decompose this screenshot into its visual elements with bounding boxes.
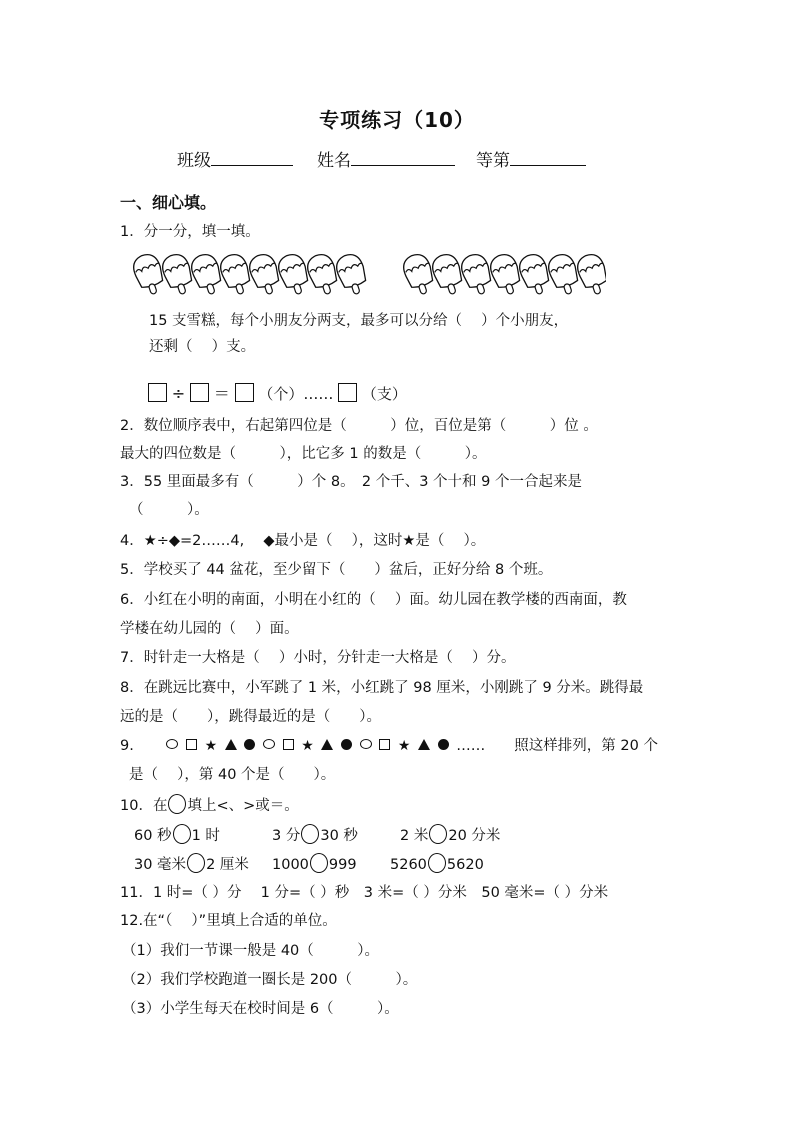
- q4-line: 4．★÷◆=2……4, ◆最小是（ ），这时★是（ ）。: [120, 533, 486, 549]
- q10-row2-item: 30 毫米 2 厘米: [134, 853, 249, 875]
- answer-box[interactable]: [190, 383, 209, 402]
- q10-title: [120, 794, 299, 816]
- q1-title: 1．分一分，填一填。: [120, 224, 260, 240]
- q12-title: 12.在“（ ）”里填上合适的单位。: [120, 913, 337, 929]
- ice-cream-icon: [574, 251, 606, 297]
- compare-circle-icon[interactable]: [429, 824, 447, 844]
- compare-circle-icon[interactable]: [173, 824, 191, 844]
- q9-tail: …… 照这样排列，第 20 个: [456, 738, 658, 754]
- q10-row2-item: 5260 5620: [390, 853, 484, 875]
- q10-prefix: 10．在: [120, 798, 168, 814]
- ice-cream-icon: [304, 251, 341, 297]
- circle-shape-icon: [263, 739, 275, 749]
- compare-circle-icon[interactable]: [310, 853, 328, 873]
- class-blank[interactable]: [211, 149, 293, 166]
- circle-shape-icon: [166, 739, 178, 749]
- q12-item-1: （1）我们一节课一般是 40（ ）。: [122, 943, 380, 959]
- q10-row1-item: 60 秒 1 时: [134, 824, 220, 846]
- q2-line1: 2．数位顺序表中，右起第四位是（ ）位，百位是第（ ）位 。: [120, 418, 598, 434]
- ice-cream-icon: [130, 251, 167, 297]
- q5-line: 5．学校买了 44 盆花，至少留下（ ）盆后，正好分给 8 个班。: [120, 562, 553, 578]
- q9-line1: [120, 736, 658, 756]
- compare-circle-icon: [168, 794, 186, 814]
- square-shape-icon: [283, 739, 294, 750]
- q7-line: 7．时针走一大格是（ ）小时，分针走一大格是（ ）分。: [120, 650, 516, 666]
- shape-sequence: [166, 738, 456, 754]
- filled-circle-icon: [244, 739, 255, 750]
- answer-box[interactable]: [235, 383, 254, 402]
- ice-cream-illustration: [126, 248, 606, 300]
- ice-cream-icon: [333, 251, 370, 297]
- q8-line1: 8．在跳远比赛中，小军跳了 1 米，小红跳了 98 厘米，小刚跳了 9 分米。跳得最: [120, 680, 644, 696]
- class-label: 班级: [177, 151, 211, 171]
- q10-row1-item: 2 米 20 分米: [400, 824, 500, 846]
- equals-sign: ＝: [213, 384, 230, 403]
- ice-cream-icon: [429, 251, 466, 297]
- q1-equation: [148, 381, 407, 404]
- ice-cream-icon: [159, 251, 196, 297]
- grade-blank[interactable]: [510, 149, 586, 166]
- section-heading: 一、细心填。: [120, 193, 217, 212]
- compare-circle-icon[interactable]: [187, 853, 205, 873]
- star-shape-icon: ★: [301, 738, 314, 754]
- q10-row1-item: 3 分 30 秒: [272, 824, 358, 846]
- name-blank[interactable]: [351, 149, 455, 166]
- class-field[interactable]: [177, 146, 293, 171]
- ice-cream-icon: [217, 251, 254, 297]
- q3-line2: （ ）。: [129, 502, 209, 518]
- q11-line: 11．1 时=（ ）分 1 分=（ ）秒 3 米=（ ）分米 50 毫米=（ ）分米: [120, 885, 609, 901]
- q1-line1: 15 支雪糕，每个小朋友分两支，最多可以分给（ ）个小朋友，: [149, 313, 569, 329]
- page-title: 专项练习（10）: [319, 108, 475, 132]
- q9-number: 9.: [120, 738, 134, 754]
- grade-field[interactable]: [476, 146, 586, 171]
- ice-cream-icon: [516, 251, 553, 297]
- star-shape-icon: ★: [397, 738, 411, 754]
- divide-sign: ÷: [171, 384, 186, 403]
- q10-suffix: 填上<、>或＝。: [187, 798, 299, 814]
- q3-line1: 3．55 里面最多有（ ）个 8。 2 个千、3 个十和 9 个一合起来是: [120, 474, 582, 490]
- ice-cream-icon: [458, 251, 495, 297]
- ice-cream-icon: [487, 251, 524, 297]
- q6-line2: 学楼在幼儿园的（ ）面。: [120, 621, 299, 637]
- q6-line1: 6．小红在小明的南面，小明在小红的（ ）面。幼儿园在教学楼的西南面，教: [120, 592, 627, 608]
- ice-cream-icon: [400, 251, 437, 297]
- square-shape-icon: [379, 739, 390, 750]
- answer-box[interactable]: [148, 383, 167, 402]
- q2-line2: 最大的四位数是（ ），比它多 1 的数是（ ）。: [120, 446, 487, 462]
- ice-cream-icon: [246, 251, 283, 297]
- circle-shape-icon: [360, 739, 372, 749]
- filled-circle-icon: [438, 739, 449, 750]
- name-label: 姓名: [317, 151, 351, 171]
- answer-box[interactable]: [338, 383, 357, 402]
- compare-circle-icon[interactable]: [301, 824, 319, 844]
- q1-line2: 还剩（ ）支。: [149, 339, 256, 355]
- q9-line2: 是（ ），第 40 个是（ ）。: [129, 767, 336, 783]
- q12-item-3: （3）小学生每天在校时间是 6（ ）。: [122, 1001, 399, 1017]
- grade-label: 等第: [476, 151, 510, 171]
- q8-line2: 远的是（ ），跳得最近的是（ ）。: [120, 709, 381, 725]
- triangle-shape-icon: [225, 739, 237, 750]
- unit-ge: （个）……: [258, 385, 334, 403]
- q12-item-2: （2）我们学校跑道一圈长是 200（ ）。: [122, 972, 418, 988]
- triangle-shape-icon: [418, 739, 430, 750]
- ice-cream-icon: [275, 251, 312, 297]
- compare-circle-icon[interactable]: [428, 853, 446, 873]
- filled-circle-icon: [341, 739, 352, 750]
- name-field[interactable]: [317, 146, 455, 171]
- q10-row2-item: 1000 999: [272, 853, 357, 875]
- ice-cream-icon: [545, 251, 582, 297]
- triangle-shape-icon: [321, 739, 333, 750]
- square-shape-icon: [186, 739, 197, 750]
- star-shape-icon: ★: [204, 738, 218, 754]
- ice-cream-icon: [188, 251, 225, 297]
- unit-zhi: （支）: [361, 385, 407, 403]
